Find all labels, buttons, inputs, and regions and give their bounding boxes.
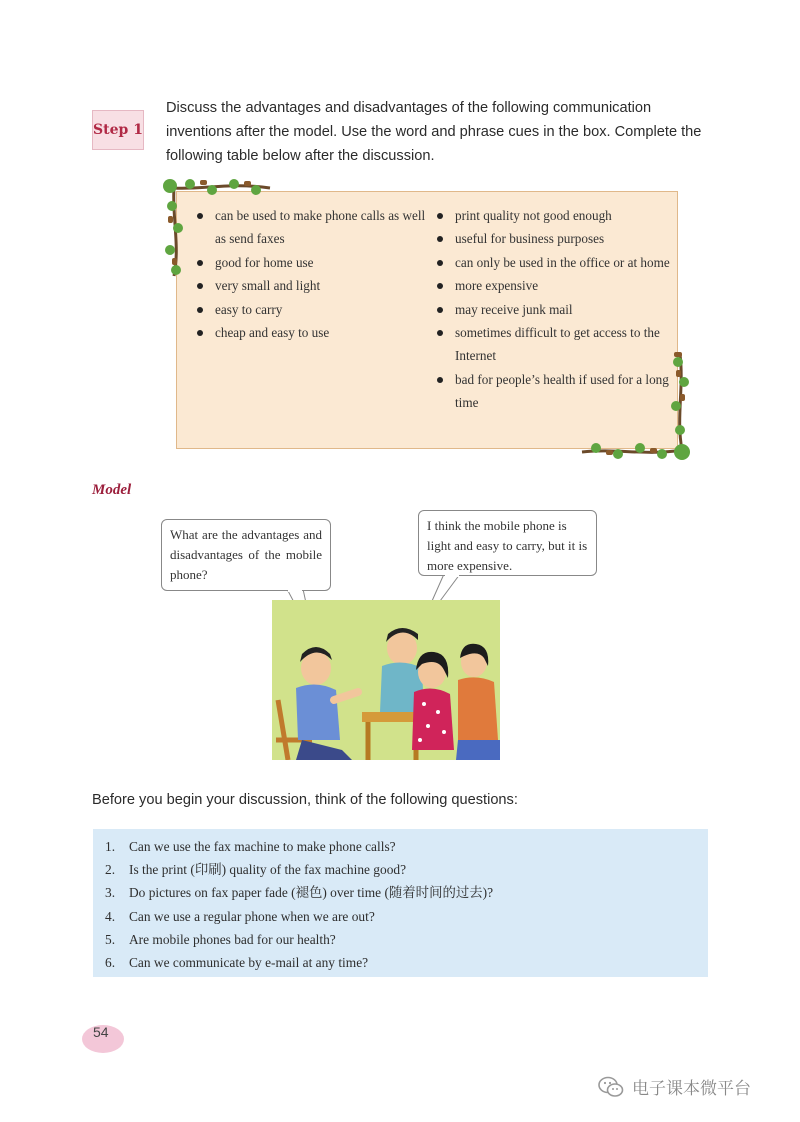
list-item: more expensive: [433, 274, 673, 297]
list-item: can only be used in the office or at home: [433, 251, 673, 274]
step-instructions: Discuss the advantages and disadvantages of the following communication inventions after the model. Use the word and phrase cues in the box. Complete the following table below after the discussion.: [166, 100, 702, 164]
question-number: 6.: [105, 955, 116, 971]
question-number: 2.: [105, 862, 116, 878]
students-discussing-image: [272, 600, 500, 760]
discussion-illustration: [272, 600, 500, 760]
step-badge: Step 1: [92, 110, 144, 150]
list-item: [105, 858, 493, 881]
question-number: 3.: [105, 885, 116, 901]
page-number: 54: [93, 1024, 109, 1040]
wechat-icon: [598, 1076, 624, 1098]
question-number: 1.: [105, 839, 116, 854]
question-number: 5.: [105, 931, 116, 947]
question-text: Can we use a regular phone when we are out?: [129, 908, 375, 924]
questions-list: [105, 835, 493, 974]
list-item: useful for business purposes: [433, 227, 673, 250]
model-label: Model: [92, 482, 132, 498]
question-text: Can we communicate by e-mail at any time?: [129, 955, 369, 971]
list-item: sometimes difficult to get access to the Internet: [433, 321, 673, 368]
watermark-text: 电子课本微平台: [632, 1079, 751, 1099]
watermark: [598, 1074, 751, 1099]
list-item: [105, 881, 493, 904]
speech-bubble-question: What are the advantages and disadvantages of the mobile phone?: [161, 519, 331, 591]
question-number: 4.: [105, 908, 116, 924]
question-text: Can we use the fax machine to make phone calls?: [129, 839, 396, 854]
list-item: good for home use: [193, 251, 433, 274]
vine-decoration-top-left: [160, 176, 280, 286]
list-item: [105, 928, 493, 951]
questions-intro: Before you begin your discussion, think of the following questions:: [92, 792, 518, 808]
list-item: [105, 951, 493, 974]
list-item: very small and light: [193, 274, 433, 297]
question-text: Is the print (印刷) quality of the fax machine good?: [129, 862, 407, 878]
list-item: easy to carry: [193, 298, 433, 321]
list-item: may receive junk mail: [433, 298, 673, 321]
list-item: [105, 835, 493, 858]
list-item: can be used to make phone calls as well as send faxes: [193, 204, 433, 251]
vine-decoration-bottom-right: [576, 348, 696, 463]
list-item: print quality not good enough: [433, 204, 673, 227]
list-item: bad for people’s health if used for a long time: [433, 368, 673, 415]
questions-box: [93, 829, 708, 977]
speech-bubble-answer: I think the mobile phone is light and easy to carry, but it is more expensive.: [418, 510, 597, 576]
question-text: Do pictures on fax paper fade (褪色) over time (随着时间的过去)?: [129, 885, 494, 901]
list-item: cheap and easy to use: [193, 321, 433, 344]
list-item: [105, 905, 493, 928]
question-text: Are mobile phones bad for our health?: [129, 931, 336, 947]
